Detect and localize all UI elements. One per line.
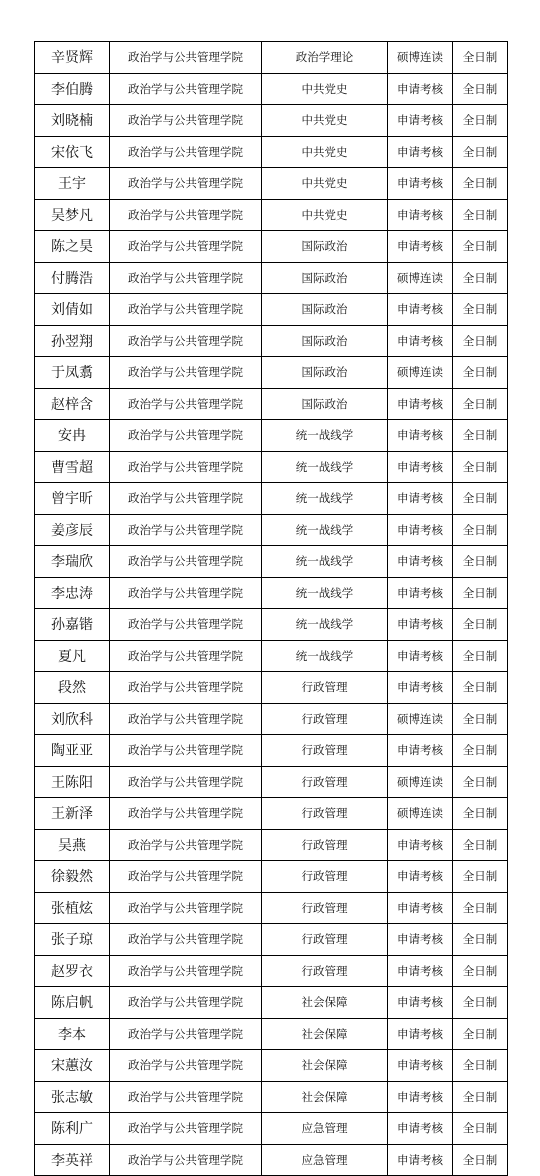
student-name-cell: 陶亚亚: [35, 735, 110, 767]
table-row: [35, 420, 508, 452]
major-cell: 行政管理: [262, 955, 388, 987]
student-name-cell: 于凤翥: [35, 357, 110, 389]
major-cell: 应急管理: [262, 1144, 388, 1176]
major-cell: 行政管理: [262, 829, 388, 861]
student-name-cell: 吴燕: [35, 829, 110, 861]
table-row: [35, 798, 508, 830]
study-mode-cell: 全日制: [453, 672, 508, 704]
table-row: [35, 357, 508, 389]
table-row: [35, 1050, 508, 1082]
study-mode-cell: 全日制: [453, 1050, 508, 1082]
student-name-cell: 王宇: [35, 168, 110, 200]
student-name-cell: 姜彦辰: [35, 514, 110, 546]
major-cell: 应急管理: [262, 1113, 388, 1145]
school-cell: 政治学与公共管理学院: [110, 829, 262, 861]
table-row: [35, 1144, 508, 1176]
admission-type-cell: 申请考核: [388, 1144, 453, 1176]
school-cell: 政治学与公共管理学院: [110, 231, 262, 263]
study-mode-cell: 全日制: [453, 168, 508, 200]
study-mode-cell: 全日制: [453, 388, 508, 420]
major-cell: 国际政治: [262, 325, 388, 357]
school-cell: 政治学与公共管理学院: [110, 42, 262, 74]
student-name-cell: 刘欣科: [35, 703, 110, 735]
student-name-cell: 宋蕙汝: [35, 1050, 110, 1082]
student-name-cell: 张植炫: [35, 892, 110, 924]
school-cell: 政治学与公共管理学院: [110, 1018, 262, 1050]
study-mode-cell: 全日制: [453, 231, 508, 263]
table-row: [35, 546, 508, 578]
major-cell: 统一战线学: [262, 483, 388, 515]
school-cell: 政治学与公共管理学院: [110, 136, 262, 168]
school-cell: 政治学与公共管理学院: [110, 640, 262, 672]
table-row: [35, 325, 508, 357]
study-mode-cell: 全日制: [453, 829, 508, 861]
school-cell: 政治学与公共管理学院: [110, 514, 262, 546]
school-cell: 政治学与公共管理学院: [110, 546, 262, 578]
major-cell: 行政管理: [262, 892, 388, 924]
admission-type-cell: 申请考核: [388, 168, 453, 200]
table-row: [35, 766, 508, 798]
major-cell: 统一战线学: [262, 420, 388, 452]
table-row: [35, 577, 508, 609]
major-cell: 社会保障: [262, 1050, 388, 1082]
study-mode-cell: 全日制: [453, 955, 508, 987]
school-cell: 政治学与公共管理学院: [110, 420, 262, 452]
admission-type-cell: 申请考核: [388, 514, 453, 546]
study-mode-cell: 全日制: [453, 577, 508, 609]
student-name-cell: 陈启帆: [35, 987, 110, 1019]
admission-type-cell: 申请考核: [388, 924, 453, 956]
study-mode-cell: 全日制: [453, 420, 508, 452]
table-body: [35, 42, 508, 1176]
study-mode-cell: 全日制: [453, 735, 508, 767]
school-cell: 政治学与公共管理学院: [110, 672, 262, 704]
student-name-cell: 吴梦凡: [35, 199, 110, 231]
major-cell: 国际政治: [262, 388, 388, 420]
student-name-cell: 张子琼: [35, 924, 110, 956]
school-cell: 政治学与公共管理学院: [110, 73, 262, 105]
school-cell: 政治学与公共管理学院: [110, 577, 262, 609]
student-name-cell: 陈之昊: [35, 231, 110, 263]
table-row: [35, 640, 508, 672]
student-name-cell: 王陈阳: [35, 766, 110, 798]
table-row: [35, 735, 508, 767]
student-name-cell: 李本: [35, 1018, 110, 1050]
study-mode-cell: 全日制: [453, 294, 508, 326]
admission-type-cell: 申请考核: [388, 1081, 453, 1113]
major-cell: 统一战线学: [262, 451, 388, 483]
student-name-cell: 刘晓楠: [35, 105, 110, 137]
admission-type-cell: 申请考核: [388, 105, 453, 137]
admission-type-cell: 申请考核: [388, 483, 453, 515]
major-cell: 行政管理: [262, 861, 388, 893]
table-row: [35, 672, 508, 704]
student-name-cell: 辛贤辉: [35, 42, 110, 74]
major-cell: 行政管理: [262, 924, 388, 956]
admission-type-cell: 硕博连读: [388, 766, 453, 798]
student-name-cell: 赵梓含: [35, 388, 110, 420]
student-name-cell: 曹雪超: [35, 451, 110, 483]
major-cell: 行政管理: [262, 766, 388, 798]
major-cell: 行政管理: [262, 672, 388, 704]
school-cell: 政治学与公共管理学院: [110, 325, 262, 357]
table-row: [35, 1081, 508, 1113]
admission-type-cell: 申请考核: [388, 609, 453, 641]
school-cell: 政治学与公共管理学院: [110, 105, 262, 137]
table-row: [35, 231, 508, 263]
student-name-cell: 张志敏: [35, 1081, 110, 1113]
admission-type-cell: 硕博连读: [388, 357, 453, 389]
admission-type-cell: 申请考核: [388, 955, 453, 987]
admission-type-cell: 申请考核: [388, 73, 453, 105]
major-cell: 社会保障: [262, 1018, 388, 1050]
school-cell: 政治学与公共管理学院: [110, 1081, 262, 1113]
school-cell: 政治学与公共管理学院: [110, 357, 262, 389]
student-name-cell: 夏凡: [35, 640, 110, 672]
major-cell: 中共党史: [262, 73, 388, 105]
school-cell: 政治学与公共管理学院: [110, 861, 262, 893]
school-cell: 政治学与公共管理学院: [110, 924, 262, 956]
major-cell: 统一战线学: [262, 640, 388, 672]
school-cell: 政治学与公共管理学院: [110, 1144, 262, 1176]
student-name-cell: 宋依飞: [35, 136, 110, 168]
table-row: [35, 451, 508, 483]
admission-type-cell: 申请考核: [388, 577, 453, 609]
admission-type-cell: 申请考核: [388, 231, 453, 263]
admission-type-cell: 硕博连读: [388, 262, 453, 294]
admission-type-cell: 申请考核: [388, 451, 453, 483]
table-row: [35, 987, 508, 1019]
school-cell: 政治学与公共管理学院: [110, 766, 262, 798]
admission-type-cell: 申请考核: [388, 199, 453, 231]
table-row: [35, 1018, 508, 1050]
major-cell: 国际政治: [262, 262, 388, 294]
major-cell: 国际政治: [262, 294, 388, 326]
student-name-cell: 孙嘉锴: [35, 609, 110, 641]
major-cell: 中共党史: [262, 168, 388, 200]
table-row: [35, 105, 508, 137]
table-row: [35, 609, 508, 641]
admission-type-cell: 申请考核: [388, 420, 453, 452]
student-name-cell: 王新泽: [35, 798, 110, 830]
school-cell: 政治学与公共管理学院: [110, 388, 262, 420]
major-cell: 政治学理论: [262, 42, 388, 74]
major-cell: 行政管理: [262, 703, 388, 735]
admission-list-table-wrapper: [34, 41, 507, 1176]
table-row: [35, 42, 508, 74]
major-cell: 中共党史: [262, 136, 388, 168]
student-name-cell: 李瑞欣: [35, 546, 110, 578]
student-name-cell: 李伯腾: [35, 73, 110, 105]
student-name-cell: 李英祥: [35, 1144, 110, 1176]
major-cell: 行政管理: [262, 798, 388, 830]
school-cell: 政治学与公共管理学院: [110, 798, 262, 830]
student-name-cell: 付腾浩: [35, 262, 110, 294]
admission-type-cell: 硕博连读: [388, 703, 453, 735]
study-mode-cell: 全日制: [453, 136, 508, 168]
table-row: [35, 168, 508, 200]
table-row: [35, 829, 508, 861]
admission-type-cell: 申请考核: [388, 672, 453, 704]
admission-list-table: [34, 41, 508, 1176]
major-cell: 行政管理: [262, 735, 388, 767]
admission-type-cell: 硕博连读: [388, 798, 453, 830]
table-row: [35, 1113, 508, 1145]
table-row: [35, 924, 508, 956]
admission-type-cell: 申请考核: [388, 325, 453, 357]
study-mode-cell: 全日制: [453, 483, 508, 515]
admission-type-cell: 申请考核: [388, 640, 453, 672]
student-name-cell: 李忠涛: [35, 577, 110, 609]
major-cell: 国际政治: [262, 357, 388, 389]
student-name-cell: 曾宇昕: [35, 483, 110, 515]
student-name-cell: 陈利广: [35, 1113, 110, 1145]
table-row: [35, 892, 508, 924]
study-mode-cell: 全日制: [453, 766, 508, 798]
school-cell: 政治学与公共管理学院: [110, 262, 262, 294]
school-cell: 政治学与公共管理学院: [110, 987, 262, 1019]
admission-type-cell: 申请考核: [388, 892, 453, 924]
study-mode-cell: 全日制: [453, 1144, 508, 1176]
school-cell: 政治学与公共管理学院: [110, 703, 262, 735]
admission-type-cell: 申请考核: [388, 388, 453, 420]
table-row: [35, 294, 508, 326]
study-mode-cell: 全日制: [453, 105, 508, 137]
student-name-cell: 刘倩如: [35, 294, 110, 326]
study-mode-cell: 全日制: [453, 73, 508, 105]
school-cell: 政治学与公共管理学院: [110, 609, 262, 641]
school-cell: 政治学与公共管理学院: [110, 451, 262, 483]
student-name-cell: 孙翌翔: [35, 325, 110, 357]
admission-type-cell: 申请考核: [388, 1113, 453, 1145]
table-row: [35, 703, 508, 735]
major-cell: 统一战线学: [262, 546, 388, 578]
study-mode-cell: 全日制: [453, 514, 508, 546]
school-cell: 政治学与公共管理学院: [110, 483, 262, 515]
major-cell: 统一战线学: [262, 514, 388, 546]
school-cell: 政治学与公共管理学院: [110, 955, 262, 987]
major-cell: 社会保障: [262, 987, 388, 1019]
study-mode-cell: 全日制: [453, 451, 508, 483]
admission-type-cell: 申请考核: [388, 546, 453, 578]
major-cell: 社会保障: [262, 1081, 388, 1113]
study-mode-cell: 全日制: [453, 42, 508, 74]
major-cell: 国际政治: [262, 231, 388, 263]
study-mode-cell: 全日制: [453, 798, 508, 830]
study-mode-cell: 全日制: [453, 703, 508, 735]
school-cell: 政治学与公共管理学院: [110, 892, 262, 924]
study-mode-cell: 全日制: [453, 1081, 508, 1113]
admission-type-cell: 申请考核: [388, 1050, 453, 1082]
study-mode-cell: 全日制: [453, 546, 508, 578]
table-row: [35, 861, 508, 893]
study-mode-cell: 全日制: [453, 861, 508, 893]
study-mode-cell: 全日制: [453, 892, 508, 924]
admission-type-cell: 申请考核: [388, 136, 453, 168]
student-name-cell: 段然: [35, 672, 110, 704]
admission-type-cell: 硕博连读: [388, 42, 453, 74]
admission-type-cell: 申请考核: [388, 829, 453, 861]
student-name-cell: 徐毅然: [35, 861, 110, 893]
study-mode-cell: 全日制: [453, 199, 508, 231]
table-row: [35, 483, 508, 515]
admission-type-cell: 申请考核: [388, 735, 453, 767]
school-cell: 政治学与公共管理学院: [110, 294, 262, 326]
school-cell: 政治学与公共管理学院: [110, 1050, 262, 1082]
student-name-cell: 安冉: [35, 420, 110, 452]
study-mode-cell: 全日制: [453, 1113, 508, 1145]
study-mode-cell: 全日制: [453, 640, 508, 672]
major-cell: 统一战线学: [262, 609, 388, 641]
study-mode-cell: 全日制: [453, 987, 508, 1019]
study-mode-cell: 全日制: [453, 357, 508, 389]
study-mode-cell: 全日制: [453, 1018, 508, 1050]
major-cell: 中共党史: [262, 105, 388, 137]
student-name-cell: 赵罗衣: [35, 955, 110, 987]
study-mode-cell: 全日制: [453, 262, 508, 294]
table-row: [35, 199, 508, 231]
table-row: [35, 955, 508, 987]
major-cell: 统一战线学: [262, 577, 388, 609]
school-cell: 政治学与公共管理学院: [110, 735, 262, 767]
major-cell: 中共党史: [262, 199, 388, 231]
table-row: [35, 388, 508, 420]
table-row: [35, 262, 508, 294]
school-cell: 政治学与公共管理学院: [110, 1113, 262, 1145]
admission-type-cell: 申请考核: [388, 861, 453, 893]
table-row: [35, 514, 508, 546]
study-mode-cell: 全日制: [453, 924, 508, 956]
study-mode-cell: 全日制: [453, 609, 508, 641]
study-mode-cell: 全日制: [453, 325, 508, 357]
table-row: [35, 136, 508, 168]
school-cell: 政治学与公共管理学院: [110, 168, 262, 200]
admission-type-cell: 申请考核: [388, 987, 453, 1019]
school-cell: 政治学与公共管理学院: [110, 199, 262, 231]
admission-type-cell: 申请考核: [388, 1018, 453, 1050]
admission-type-cell: 申请考核: [388, 294, 453, 326]
table-row: [35, 73, 508, 105]
